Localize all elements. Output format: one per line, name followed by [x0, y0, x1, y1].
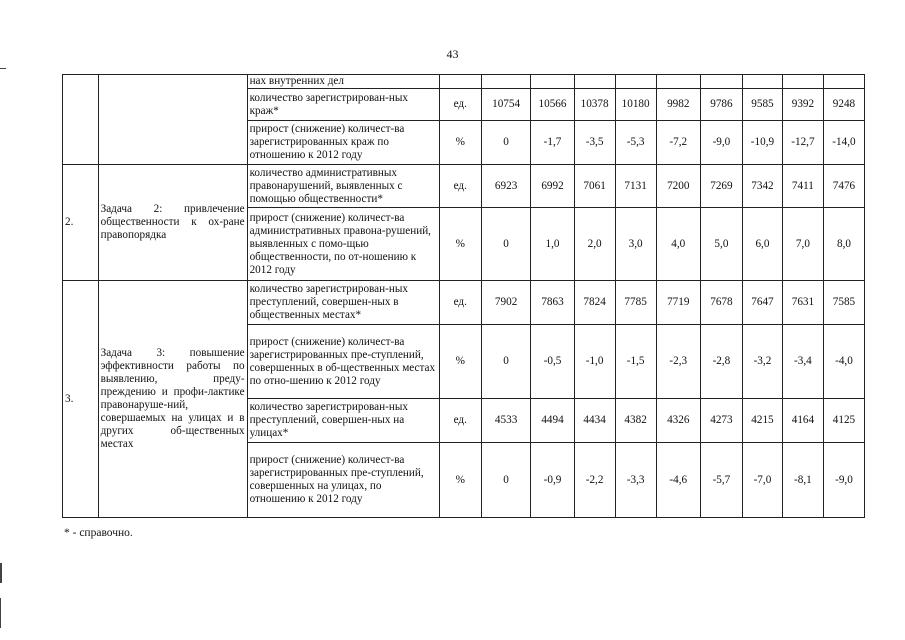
value-cell: 9585: [742, 89, 782, 121]
indicator-cell: количество зарегистрирован-ных преступлений, совершен-ных на улицах*: [247, 399, 439, 443]
unit-cell: %: [439, 325, 481, 399]
unit-cell: ед.: [439, 165, 481, 208]
value-cell: 7476: [823, 165, 864, 208]
value-cell: 10180: [615, 89, 656, 121]
value-cell: 5,0: [700, 208, 742, 281]
value-cell: [531, 75, 574, 89]
scan-edge-mark: [0, 563, 2, 583]
page-number: 43: [446, 47, 459, 61]
value-cell: 10378: [574, 89, 615, 121]
value-cell: -0,5: [531, 325, 574, 399]
value-cell: 2,0: [574, 208, 615, 281]
value-cell: -9,0: [700, 121, 742, 165]
value-cell: 7200: [656, 165, 700, 208]
value-cell: 3,0: [615, 208, 656, 281]
value-cell: -7,0: [742, 443, 782, 518]
value-cell: -5,3: [615, 121, 656, 165]
value-cell: -4,6: [656, 443, 700, 518]
indicator-cell: нах внутренних дел: [247, 75, 439, 89]
task-cell: [98, 75, 247, 165]
value-cell: [656, 75, 700, 89]
scan-edge-mark: [0, 598, 1, 628]
value-cell: -5,7: [700, 443, 742, 518]
indicator-cell: количество административных правонарушений, выявленных с помощью общественности*: [247, 165, 439, 208]
unit-cell: [439, 75, 481, 89]
value-cell: 0: [481, 121, 531, 165]
value-cell: 7131: [615, 165, 656, 208]
table-row: [63, 165, 865, 208]
value-cell: -3,4: [782, 325, 823, 399]
value-cell: 9392: [782, 89, 823, 121]
value-cell: -7,2: [656, 121, 700, 165]
value-cell: -3,5: [574, 121, 615, 165]
value-cell: 0: [481, 325, 531, 399]
unit-cell: %: [439, 443, 481, 518]
value-cell: 1,0: [531, 208, 574, 281]
value-cell: 8,0: [823, 208, 864, 281]
value-cell: -9,0: [823, 443, 864, 518]
value-cell: 0: [481, 443, 531, 518]
task-number: 3.: [63, 281, 99, 518]
value-cell: 9248: [823, 89, 864, 121]
value-cell: 9982: [656, 89, 700, 121]
value-cell: 4326: [656, 399, 700, 443]
task-cell: Задача 3: повышение эффективности работы по выявлению, преду-преждению и профи-лактике правонаруше-ний, совершаемых на улицах и в других об-щественных местах: [98, 281, 247, 518]
value-cell: -8,1: [782, 443, 823, 518]
value-cell: [823, 75, 864, 89]
value-cell: 9786: [700, 89, 742, 121]
scan-edge-mark: [0, 68, 6, 69]
task-number: [63, 75, 99, 165]
unit-cell: %: [439, 208, 481, 281]
unit-cell: ед.: [439, 89, 481, 121]
value-cell: 7824: [574, 281, 615, 325]
indicator-cell: прирост (снижение) количест-ва административных правона-рушений, выявленных с помо-щью общественности, по от-ношению к 2012 году: [247, 208, 439, 281]
indicator-cell: прирост (снижение) количест-ва зарегистрированных пре-ступлений, совершенных на улицах, по отношению к 2012 году: [247, 443, 439, 518]
unit-cell: ед.: [439, 281, 481, 325]
value-cell: 4125: [823, 399, 864, 443]
footnote: * - справочно.: [64, 527, 133, 539]
value-cell: [481, 75, 531, 89]
value-cell: 4164: [782, 399, 823, 443]
value-cell: -10,9: [742, 121, 782, 165]
indicator-cell: количество зарегистрирован-ных краж*: [247, 89, 439, 121]
value-cell: -12,7: [782, 121, 823, 165]
value-cell: 7269: [700, 165, 742, 208]
value-cell: 4215: [742, 399, 782, 443]
value-cell: -1,5: [615, 325, 656, 399]
value-cell: 4494: [531, 399, 574, 443]
value-cell: 7785: [615, 281, 656, 325]
value-cell: 4,0: [656, 208, 700, 281]
value-cell: 7585: [823, 281, 864, 325]
value-cell: -2,3: [656, 325, 700, 399]
indicator-cell: количество зарегистрирован-ных преступлений, совершен-ных в общественных местах*: [247, 281, 439, 325]
value-cell: 7411: [782, 165, 823, 208]
value-cell: -2,2: [574, 443, 615, 518]
value-cell: [782, 75, 823, 89]
value-cell: 4273: [700, 399, 742, 443]
value-cell: -1,0: [574, 325, 615, 399]
value-cell: 6,0: [742, 208, 782, 281]
value-cell: 7342: [742, 165, 782, 208]
unit-cell: %: [439, 121, 481, 165]
indicators-table: [62, 74, 865, 518]
indicator-cell: прирост (снижение) количест-ва зарегистрированных пре-ступлений, совершенных в об-щественных местах по отно-шению к 2012 году: [247, 325, 439, 399]
value-cell: -14,0: [823, 121, 864, 165]
value-cell: [700, 75, 742, 89]
value-cell: [742, 75, 782, 89]
value-cell: 4533: [481, 399, 531, 443]
value-cell: [574, 75, 615, 89]
task-cell: Задача 2: привлечение общественности к ох-ране правопорядка: [98, 165, 247, 281]
value-cell: 10754: [481, 89, 531, 121]
value-cell: 7863: [531, 281, 574, 325]
value-cell: 7061: [574, 165, 615, 208]
value-cell: -1,7: [531, 121, 574, 165]
value-cell: 7631: [782, 281, 823, 325]
value-cell: 7,0: [782, 208, 823, 281]
value-cell: 7719: [656, 281, 700, 325]
value-cell: 4382: [615, 399, 656, 443]
value-cell: 0: [481, 208, 531, 281]
task-number: 2.: [63, 165, 99, 281]
table-row: [63, 75, 865, 89]
table-row: [63, 281, 865, 325]
value-cell: 7647: [742, 281, 782, 325]
indicator-cell: прирост (снижение) количест-ва зарегистрированных краж по отношению к 2012 году: [247, 121, 439, 165]
value-cell: 6923: [481, 165, 531, 208]
value-cell: -0,9: [531, 443, 574, 518]
value-cell: -4,0: [823, 325, 864, 399]
unit-cell: ед.: [439, 399, 481, 443]
value-cell: 6992: [531, 165, 574, 208]
value-cell: -2,8: [700, 325, 742, 399]
value-cell: [615, 75, 656, 89]
value-cell: 4434: [574, 399, 615, 443]
value-cell: 7678: [700, 281, 742, 325]
value-cell: 7902: [481, 281, 531, 325]
value-cell: 10566: [531, 89, 574, 121]
value-cell: -3,2: [742, 325, 782, 399]
value-cell: -3,3: [615, 443, 656, 518]
